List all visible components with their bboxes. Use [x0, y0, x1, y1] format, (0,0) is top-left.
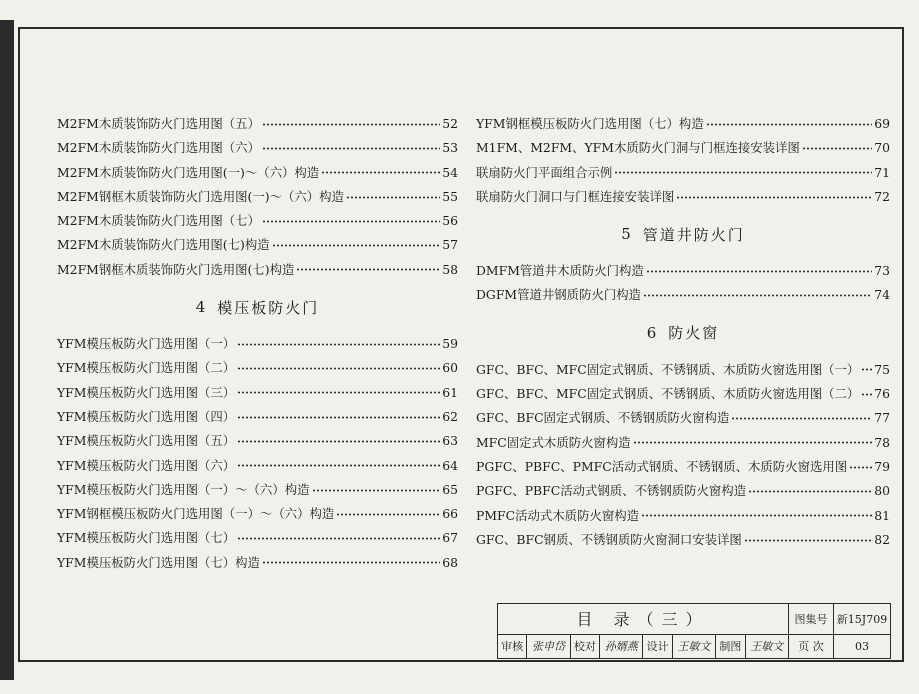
design-label: 设计 [643, 634, 672, 658]
dot-leader [346, 195, 440, 200]
toc-entry-page: 66 [442, 506, 458, 522]
dot-leader [262, 219, 440, 224]
dot-leader [237, 342, 440, 347]
toc-entry-title: 联扇防火门平面组合示例 [476, 164, 613, 180]
toc-entry [476, 455, 890, 479]
toc-entry-page: 55 [442, 188, 458, 204]
toc-entry-title: PMFC活动式木质防火窗构造 [476, 507, 640, 523]
toc-entry [57, 381, 458, 405]
dot-leader [731, 416, 872, 421]
toc-entry-title: YFM模压板防火门选用图（七）构造 [57, 554, 260, 570]
section-heading-4 [57, 282, 458, 332]
toc-entry-page: 69 [874, 115, 890, 131]
toc-entry-title: M1FM、M2FM、YFM木质防火门洞与门框连接安装详图 [476, 140, 800, 156]
dot-leader [272, 243, 440, 248]
toc-entry [57, 454, 458, 478]
toc-entry-page: 80 [874, 483, 890, 499]
toc-entry [476, 382, 890, 406]
toc-entry [476, 112, 890, 136]
toc-entry-title: M2FM木质装饰防火门选用图(一)～（六）构造 [57, 164, 320, 180]
section-title: 模压板防火门 [217, 298, 320, 317]
toc-entry [57, 258, 458, 282]
dot-leader [633, 440, 872, 445]
dot-leader [676, 195, 872, 200]
toc-entry-title: YFM模压板防火门选用图（一）～（六）构造 [57, 481, 310, 497]
toc-entry [57, 209, 458, 233]
dot-leader [237, 415, 440, 420]
toc-entry-title: GFC、BFC钢质、不锈钢质防火窗洞口安装详图 [476, 531, 742, 547]
atlas-number-label: 图集号 [789, 604, 834, 635]
toc-entry-page: 61 [442, 384, 458, 400]
dot-leader [748, 489, 872, 494]
toc-entry-page: 63 [442, 433, 458, 449]
toc-entry-title: M2FM木质装饰防火门选用图（五） [57, 115, 260, 131]
draw-label: 制图 [716, 634, 745, 658]
atlas-number: 新15J709 [834, 604, 891, 635]
toc-entry-page: 71 [874, 164, 890, 180]
toc-right-column [476, 112, 890, 552]
toc-entry-title: YFM模压板防火门选用图（三） [57, 384, 236, 400]
toc-entry-page: 53 [442, 140, 458, 156]
check-signature: 孙婿燕 [600, 634, 643, 658]
toc-entry-title: GFC、BFC、MFC固定式钢质、不锈钢质、木质防火窗选用图（二） [476, 386, 860, 402]
toc-entry [476, 161, 890, 185]
toc-entry [476, 185, 890, 209]
section-number: 5 [621, 225, 633, 244]
dot-leader [312, 488, 441, 493]
draw-signature: 王敏文 [745, 634, 788, 658]
toc-entry [476, 406, 890, 430]
toc-entry [476, 259, 890, 283]
toc-entry-page: 82 [874, 531, 890, 547]
toc-entry-page: 68 [442, 554, 458, 570]
dot-leader [849, 465, 872, 470]
toc-entry-page: 73 [874, 263, 890, 279]
toc-entry [476, 504, 890, 528]
toc-entry-page: 78 [874, 434, 890, 450]
toc-entry-page: 60 [442, 360, 458, 376]
design-signature: 王敏文 [672, 634, 715, 658]
section-heading-5 [476, 209, 890, 259]
toc-entry-page: 76 [874, 386, 890, 402]
dot-leader [643, 293, 872, 298]
document-title: 目 录（三） [498, 604, 789, 635]
toc-entry-title: PGFC、PBFC活动式钢质、不锈钢质防火窗构造 [476, 483, 747, 499]
check-label: 校对 [570, 634, 599, 658]
toc-entry [57, 551, 458, 575]
toc-left-column [57, 112, 458, 575]
dot-leader [321, 170, 440, 175]
dot-leader [706, 122, 872, 127]
toc-entry [476, 528, 890, 552]
toc-entry-page: 52 [442, 115, 458, 131]
toc-group-left-top [57, 112, 458, 282]
dot-leader [237, 536, 440, 541]
dot-leader [614, 170, 872, 175]
toc-entry [57, 233, 458, 257]
dot-leader [336, 512, 440, 517]
toc-entry-title: YFM钢框模压板防火门选用图（七）构造 [476, 115, 704, 131]
section-title: 管道井防火门 [642, 225, 745, 244]
page-number-label: 页 次 [789, 634, 834, 658]
page-number: 03 [834, 634, 891, 658]
toc-entry-page: 58 [442, 261, 458, 277]
toc-entry-title: M2FM木质装饰防火门选用图(七)构造 [57, 237, 270, 253]
dot-leader [744, 538, 872, 543]
dot-leader [262, 146, 440, 151]
toc-entry [476, 283, 890, 307]
dot-leader [861, 367, 872, 372]
toc-entry [57, 356, 458, 380]
toc-entry [57, 526, 458, 550]
toc-entry-page: 64 [442, 457, 458, 473]
toc-entry [57, 161, 458, 185]
toc-entry-page: 70 [874, 140, 890, 156]
toc-group-section-5 [476, 259, 890, 308]
toc-entry-title: YFM模压板防火门选用图（七） [57, 530, 236, 546]
dot-leader [237, 366, 440, 371]
toc-entry-page: 75 [874, 361, 890, 377]
toc-entry-title: GFC、BFC、MFC固定式钢质、不锈钢质、木质防火窗选用图（一） [476, 361, 860, 377]
toc-entry [57, 478, 458, 502]
section-heading-6 [476, 308, 890, 358]
dot-leader [641, 513, 872, 518]
toc-entry-title: PGFC、PBFC、PMFC活动式钢质、不锈钢质、木质防火窗选用图 [476, 458, 848, 474]
toc-entry-title: 联扇防火门洞口与门框连接安装详图 [476, 188, 675, 204]
toc-entry [57, 502, 458, 526]
review-signature: 张申岱 [527, 634, 570, 658]
section-number: 4 [195, 298, 208, 317]
toc-entry-page: 72 [874, 188, 890, 204]
toc-entry-page: 81 [874, 507, 890, 523]
toc-entry [476, 431, 890, 455]
toc-entry [57, 405, 458, 429]
toc-entry-title: YFM模压板防火门选用图（四） [57, 408, 236, 424]
dot-leader [802, 146, 872, 151]
dot-leader [237, 463, 440, 468]
dot-leader [237, 390, 440, 395]
title-block [497, 603, 891, 659]
toc-entry-page: 74 [874, 287, 890, 303]
toc-entry-title: M2FM木质装饰防火门选用图（六） [57, 140, 260, 156]
toc-entry-title: YFM模压板防火门选用图（二） [57, 360, 236, 376]
dot-leader [262, 122, 440, 127]
toc-group-section-4 [57, 332, 458, 575]
toc-entry-page: 65 [442, 481, 458, 497]
toc-entry-title: GFC、BFC固定式钢质、不锈钢质防火窗构造 [476, 410, 730, 426]
binding-strip [0, 20, 14, 680]
toc-entry-title: M2FM钢框木质装饰防火门选用图(七)构造 [57, 261, 295, 277]
toc-entry-page: 79 [874, 458, 890, 474]
toc-entry [57, 429, 458, 453]
toc-entry-page: 54 [442, 164, 458, 180]
toc-entry [57, 136, 458, 160]
toc-entry [57, 112, 458, 136]
dot-leader [296, 267, 440, 272]
toc-entry [476, 479, 890, 503]
toc-entry-title: M2FM钢框木质装饰防火门选用图(一)～（六）构造 [57, 188, 344, 204]
dot-leader [646, 269, 872, 274]
toc-group-right-top [476, 112, 890, 209]
toc-entry-title: YFM钢框模压板防火门选用图（一）～（六）构造 [57, 506, 335, 522]
toc-entry [57, 185, 458, 209]
toc-entry-page: 59 [442, 336, 458, 352]
toc-entry-title: YFM模压板防火门选用图（一） [57, 336, 236, 352]
toc-entry-title: DGFM管道井钢质防火门构造 [476, 287, 642, 303]
toc-entry-title: DMFM管道井木质防火门构造 [476, 263, 644, 279]
toc-entry-title: YFM模压板防火门选用图（五） [57, 433, 236, 449]
toc-entry-title: YFM模压板防火门选用图（六） [57, 457, 236, 473]
toc-entry-title: M2FM木质装饰防火门选用图（七） [57, 213, 260, 229]
dot-leader [262, 560, 440, 565]
toc-entry-page: 77 [874, 410, 890, 426]
toc-entry-page: 62 [442, 408, 458, 424]
toc-entry-page: 56 [442, 213, 458, 229]
section-number: 6 [646, 323, 659, 342]
section-title: 防火窗 [668, 324, 720, 343]
toc-entry [476, 136, 890, 160]
review-label: 审核 [498, 634, 527, 658]
toc-entry [476, 358, 890, 382]
toc-group-section-6 [476, 358, 890, 552]
toc-entry-page: 57 [442, 237, 458, 253]
toc-entry-title: MFC固定式木质防火窗构造 [476, 434, 631, 450]
toc-entry [57, 332, 458, 356]
toc-entry-page: 67 [442, 530, 458, 546]
dot-leader [237, 439, 440, 444]
dot-leader [861, 392, 872, 397]
